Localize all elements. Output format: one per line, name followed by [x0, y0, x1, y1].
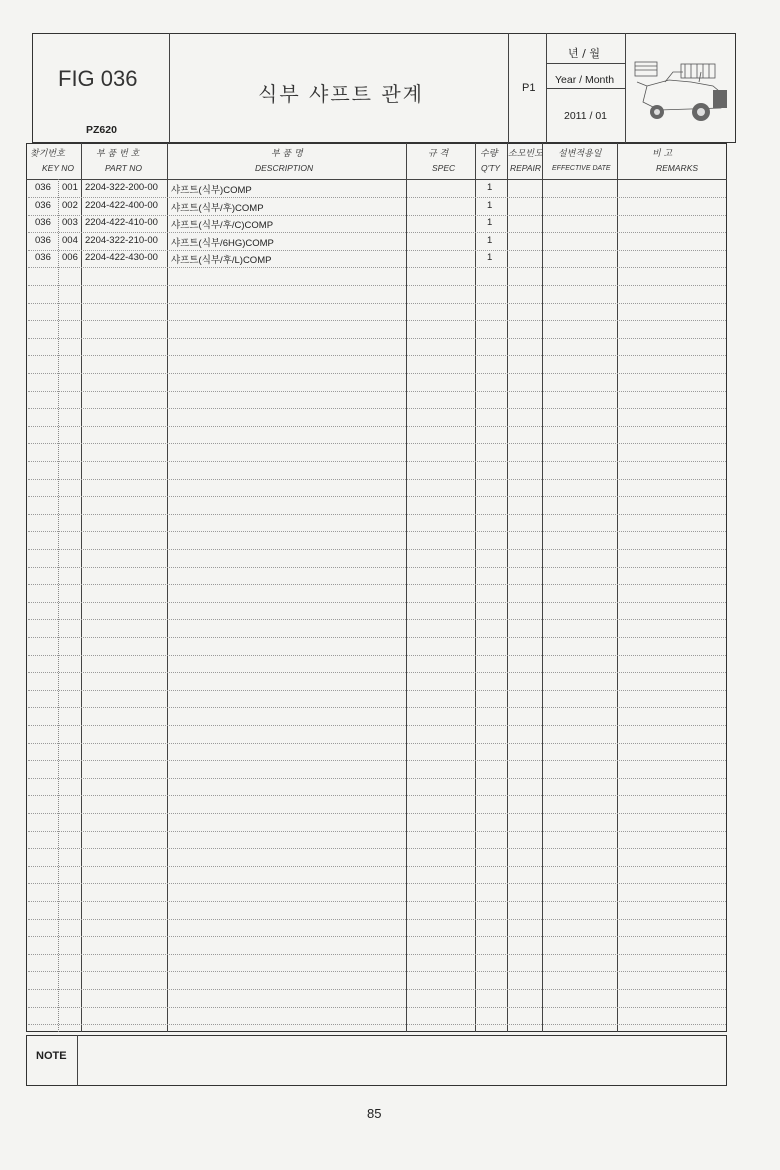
row-part-number: 2204-322-200-00 — [85, 182, 158, 193]
year-month-label-ko: 년 / 월 — [568, 47, 600, 60]
row-rule — [28, 655, 726, 656]
row-rule — [28, 285, 726, 286]
row-part-number: 2204-422-410-00 — [85, 217, 158, 228]
row-rule — [28, 672, 726, 673]
row-rule — [28, 461, 726, 462]
row-rule — [28, 690, 726, 691]
row-rule — [28, 883, 726, 884]
row-rule — [28, 989, 726, 990]
row-quantity: 1 — [487, 235, 493, 246]
row-rule — [28, 514, 726, 515]
row-part-number: 2204-322-210-00 — [85, 235, 158, 246]
row-fig-number: 036 — [35, 200, 51, 211]
row-rule — [28, 743, 726, 744]
row-rule — [28, 567, 726, 568]
row-rule — [28, 901, 726, 902]
row-rule — [28, 338, 726, 339]
col-header-repair-ko: 소모빈도 — [508, 149, 543, 159]
header-divider — [169, 33, 170, 143]
column-divider — [58, 179, 59, 1032]
note-label: NOTE — [36, 1050, 67, 1062]
row-rule — [28, 707, 726, 708]
col-header-key-ko: 찾기번호 — [30, 149, 65, 159]
row-rule — [28, 355, 726, 356]
row-fig-number: 036 — [35, 182, 51, 193]
note-divider — [77, 1035, 78, 1086]
column-divider — [617, 143, 618, 1032]
row-rule — [28, 197, 726, 198]
row-rule — [28, 443, 726, 444]
col-header-key-en: KEY NO — [42, 163, 74, 173]
row-rule — [28, 391, 726, 392]
column-divider — [167, 143, 168, 1032]
year-month-value: 2011 / 01 — [564, 110, 608, 122]
row-rule — [28, 496, 726, 497]
row-rule — [28, 426, 726, 427]
row-rule — [28, 215, 726, 216]
header-divider — [546, 88, 625, 89]
col-header-remarks-en: REMARKS — [656, 163, 699, 173]
row-description: 샤프트(식부/6HG)COMP — [171, 238, 274, 249]
row-rule — [28, 778, 726, 779]
row-key-number: 003 — [62, 217, 78, 228]
parts-table-frame — [26, 143, 727, 1032]
row-quantity: 1 — [487, 200, 493, 211]
row-rule — [28, 479, 726, 480]
row-rule — [28, 813, 726, 814]
col-header-desc-ko: 부 품 명 — [271, 149, 303, 159]
col-header-repair-en: REPAIR — [510, 163, 542, 173]
row-part-number: 2204-422-400-00 — [85, 200, 158, 211]
column-divider — [507, 143, 508, 1032]
row-rule — [28, 531, 726, 532]
row-fig-number: 036 — [35, 252, 51, 263]
row-key-number: 004 — [62, 235, 78, 246]
row-fig-number: 036 — [35, 235, 51, 246]
note-frame — [26, 1035, 727, 1086]
row-rule — [28, 637, 726, 638]
row-rule — [28, 725, 726, 726]
row-description: 샤프트(식부/후/L)COMP — [171, 255, 272, 266]
column-divider — [475, 143, 476, 1032]
row-rule — [28, 831, 726, 832]
row-rule — [28, 549, 726, 550]
row-quantity: 1 — [487, 182, 493, 193]
page-code: P1 — [522, 82, 536, 94]
table-header-divider — [26, 179, 727, 180]
col-header-part-en: PART NO — [105, 163, 142, 173]
figure-number: FIG 036 — [58, 66, 138, 91]
col-header-qty-en: Q'TY — [481, 163, 501, 173]
row-key-number: 006 — [62, 252, 78, 263]
year-month-label-en: Year / Month — [555, 74, 615, 86]
row-rule — [28, 267, 726, 268]
model-name: PZ620 — [86, 124, 117, 136]
row-rule — [28, 602, 726, 603]
row-description: 샤프트(식부)COMP — [171, 185, 252, 196]
row-rule — [28, 971, 726, 972]
col-header-desc-en: DESCRIPTION — [255, 163, 314, 173]
page-number: 85 — [367, 1106, 382, 1121]
row-rule — [28, 303, 726, 304]
header-divider — [625, 33, 626, 143]
row-key-number: 001 — [62, 182, 78, 193]
row-rule — [28, 250, 726, 251]
col-header-spec-en: SPEC — [432, 163, 456, 173]
row-rule — [28, 866, 726, 867]
column-divider — [81, 143, 82, 1032]
row-key-number: 002 — [62, 200, 78, 211]
row-part-number: 2204-422-430-00 — [85, 252, 158, 263]
row-rule — [28, 373, 726, 374]
column-divider — [406, 143, 407, 1032]
header-divider — [546, 63, 625, 64]
col-header-qty-ko: 수량 — [480, 149, 498, 159]
row-rule — [28, 848, 726, 849]
row-quantity: 1 — [487, 217, 493, 228]
row-rule — [28, 760, 726, 761]
row-rule — [28, 919, 726, 920]
row-rule — [28, 1007, 726, 1008]
row-rule — [28, 584, 726, 585]
row-rule — [28, 1024, 726, 1025]
row-description: 샤프트(식부/후/C)COMP — [171, 220, 274, 231]
row-rule — [28, 795, 726, 796]
row-rule — [28, 232, 726, 233]
col-header-effdate-ko: 설변적용일 — [558, 149, 602, 159]
row-rule — [28, 619, 726, 620]
header-divider — [508, 33, 509, 143]
page-title: 식부 샤프트 관계 — [258, 82, 424, 106]
col-header-spec-ko: 규 격 — [428, 149, 449, 159]
row-quantity: 1 — [487, 252, 493, 263]
row-rule — [28, 320, 726, 321]
row-rule — [28, 936, 726, 937]
col-header-effdate-en: EFFECTIVE DATE — [552, 165, 611, 172]
row-description: 샤프트(식부/후)COMP — [171, 203, 264, 214]
row-rule — [28, 954, 726, 955]
col-header-part-ko: 부 품 번 호 — [96, 149, 140, 159]
col-header-remarks-ko: 비 고 — [652, 149, 673, 159]
row-fig-number: 036 — [35, 217, 51, 228]
row-rule — [28, 408, 726, 409]
column-divider — [542, 143, 543, 1032]
rice-transplanter-illustration — [629, 42, 735, 128]
